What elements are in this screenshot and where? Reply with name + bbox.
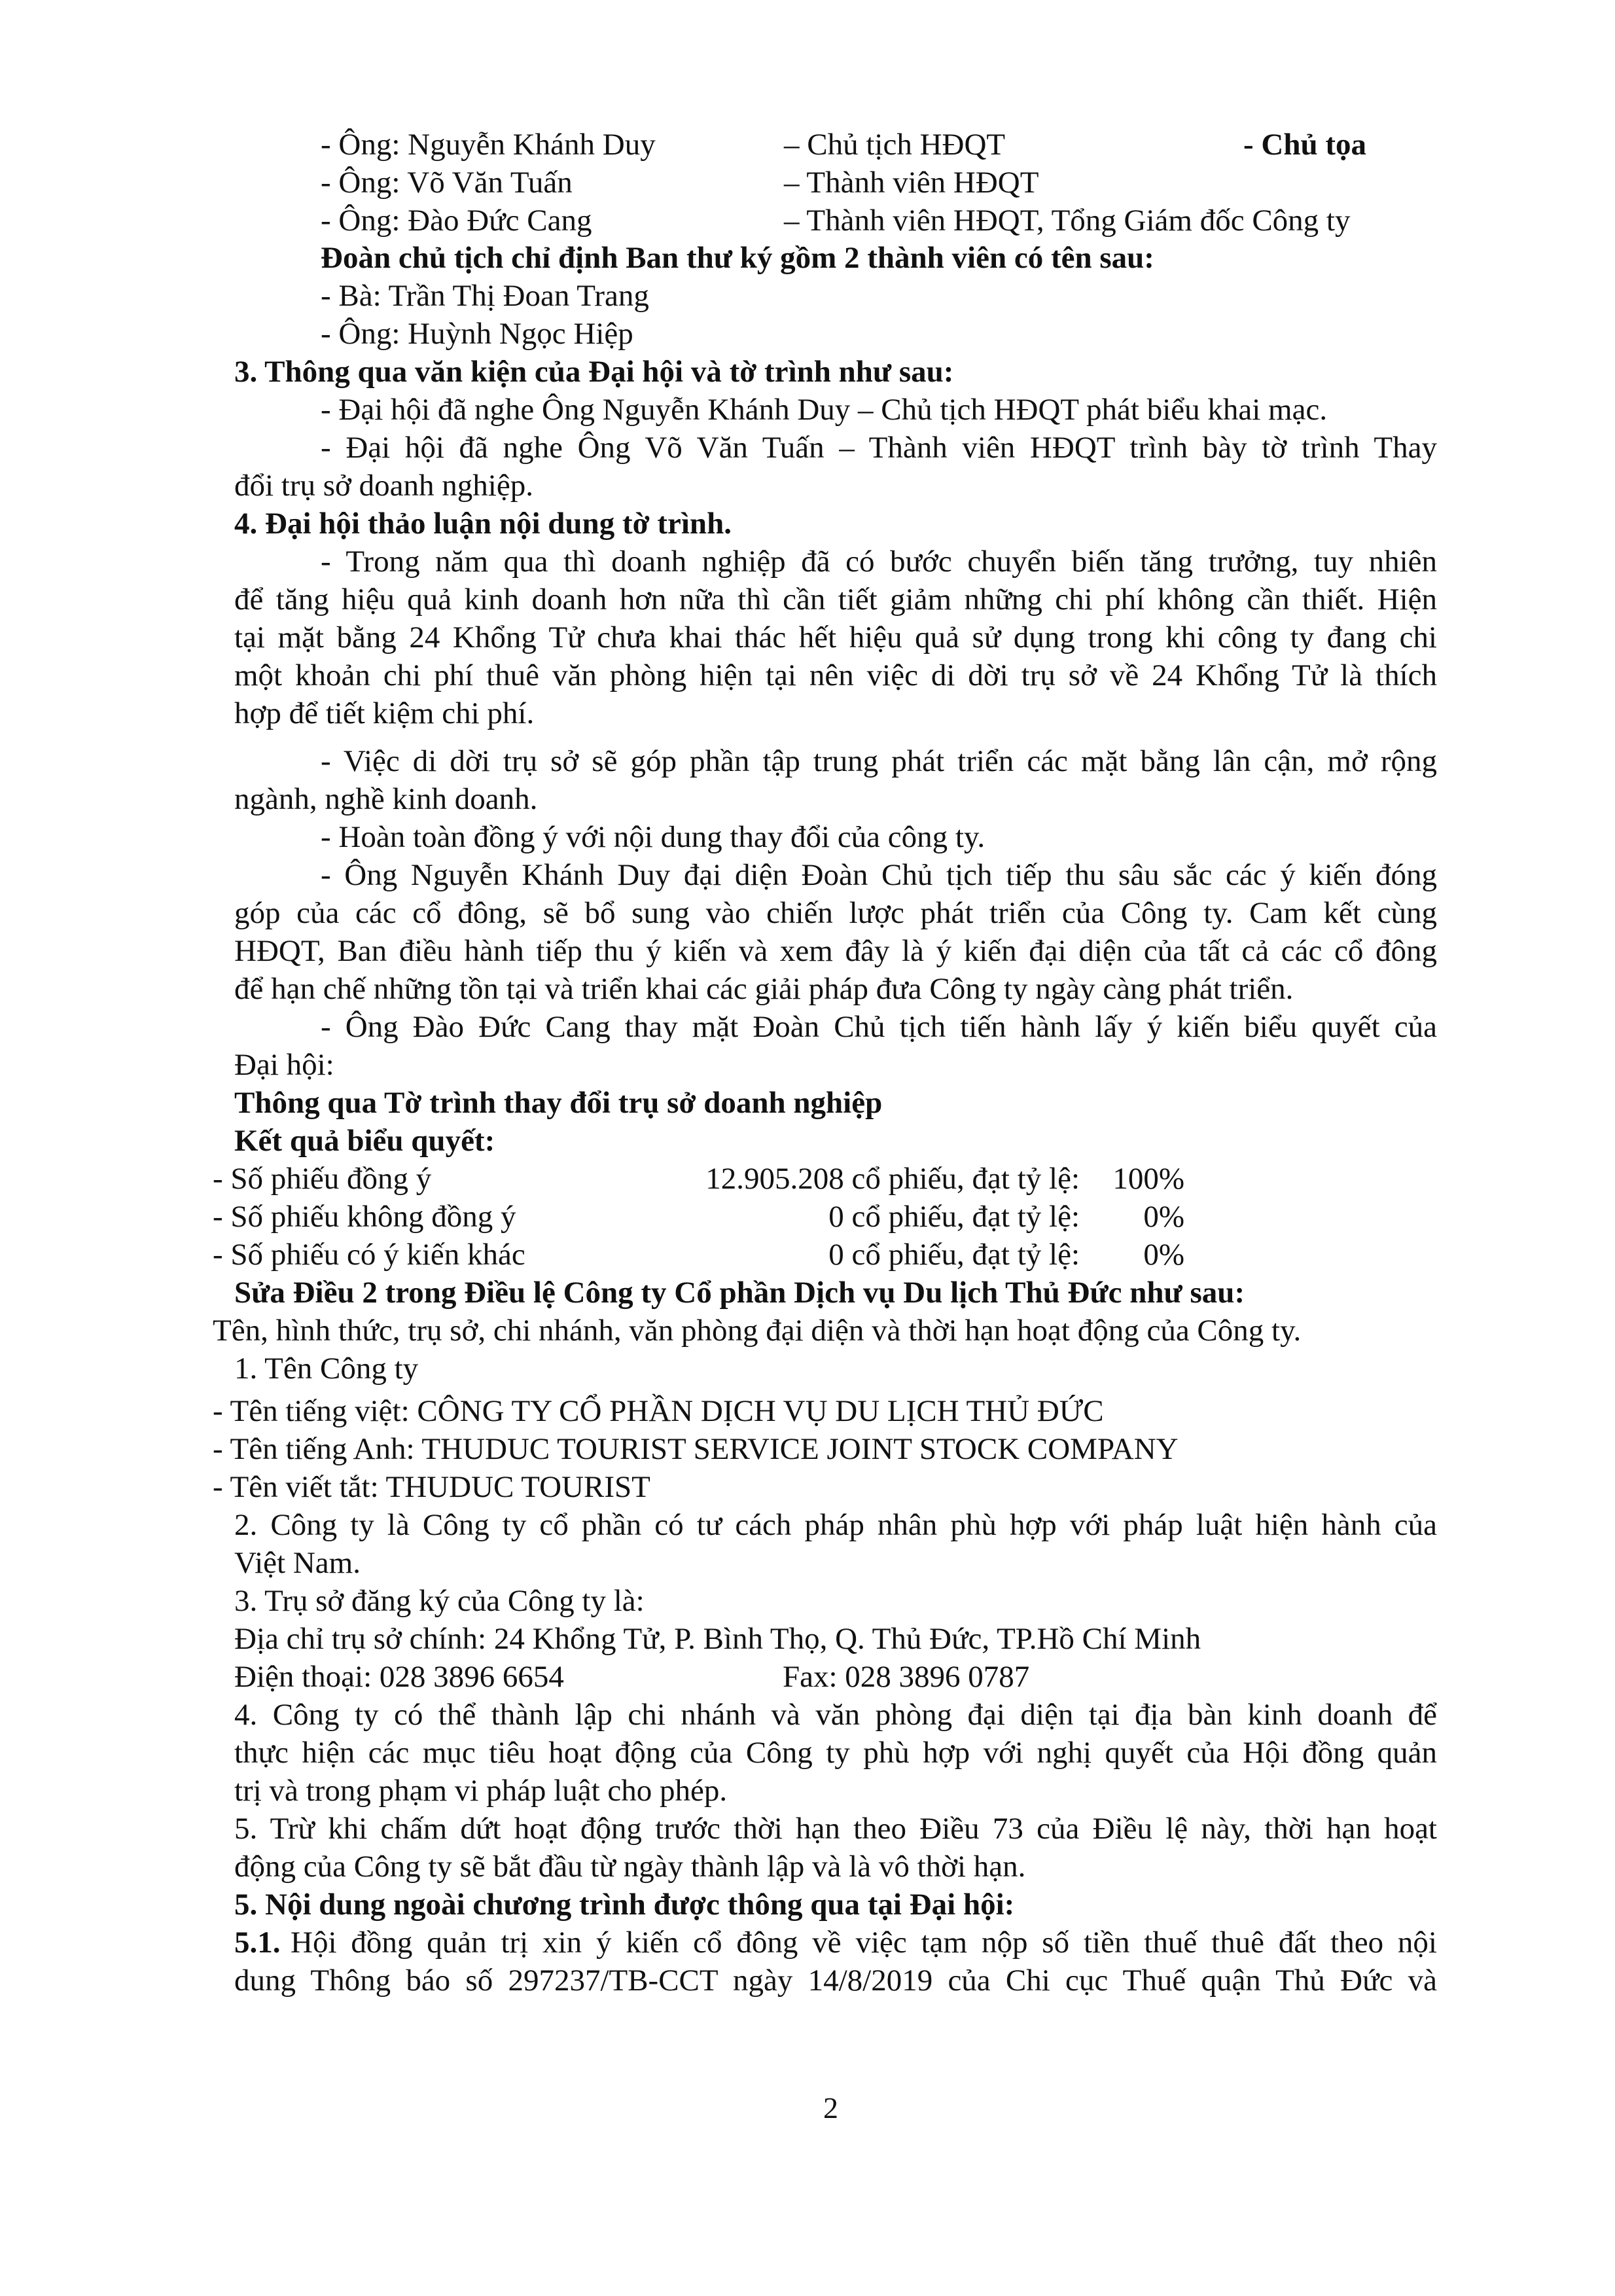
section-4-line: - Ông Đào Đức Cang thay mặt Đoàn Chủ tịch tiến hành lấy ý kiến biểu quyết của: [321, 1010, 1437, 1044]
article-2-line: động của Công ty sẽ bắt đầu từ ngày thành lập và là vô thời hạn.: [234, 1850, 1026, 1884]
presidium-name: - Ông: Đào Đức Cang: [321, 204, 592, 238]
phone-line: Điện thoại: 028 3896 6654: [234, 1660, 564, 1694]
section-4-line: để hạn chế những tồn tại và triển khai các giải pháp đưa Công ty ngày càng phát triển.: [234, 972, 1294, 1006]
presidium-role: – Chủ tịch HĐQT: [784, 128, 1006, 162]
vote-title: Thông qua Tờ trình thay đổi trụ sở doanh nghiệp: [234, 1086, 883, 1120]
vote-row-label: - Số phiếu có ý kiến khác: [213, 1238, 525, 1272]
article-2-line: Việt Nam.: [234, 1546, 361, 1580]
section-4-line: - Hoàn toàn đồng ý với nội dung thay đổi của công ty.: [321, 820, 985, 854]
section-5-1-label: 5.1.: [234, 1926, 281, 1960]
vote-row-shares: 12.905.208 cổ phiếu, đạt tỷ lệ:: [705, 1162, 1080, 1196]
section-4-line: để tăng hiệu quả kinh doanh hơn nữa thì cần tiết giảm những chi phí không cần thiết. Hiện: [234, 583, 1437, 617]
section-4-line: hợp để tiết kiệm chi phí.: [234, 696, 535, 730]
secretariat-member: - Bà: Trần Thị Đoan Trang: [321, 279, 649, 313]
fax-line: Fax: 028 3896 0787: [783, 1660, 1030, 1694]
vote-row-pct: 100%: [1112, 1162, 1184, 1196]
section-4-heading: 4. Đại hội thảo luận nội dung tờ trình.: [234, 507, 732, 541]
article-2-line: 1. Tên Công ty: [234, 1352, 419, 1386]
section-5-1-line: dung Thông báo số 297237/TB-CCT ngày 14/8/2019 của Chi cục Thuế quận Thủ Đức và: [234, 1964, 1437, 1998]
vote-row-shares: 0 cổ phiếu, đạt tỷ lệ:: [828, 1200, 1080, 1234]
section-4-line: ngành, nghề kinh doanh.: [234, 782, 538, 816]
article-2-line: thực hiện các mục tiêu hoạt động của Công ty phù hợp với nghị quyết của Hội đồng quản: [234, 1736, 1437, 1770]
presidium-role: – Thành viên HĐQT: [784, 166, 1039, 200]
section-5-1-line: Hội đồng quản trị xin ý kiến cổ đông về việc tạm nộp số tiền thuế thuê đất theo nội: [291, 1926, 1437, 1960]
vote-row-label: - Số phiếu đồng ý: [213, 1162, 432, 1196]
article-2-line: trị và trong phạm vi pháp luật cho phép.: [234, 1774, 728, 1808]
section-4-line: HĐQT, Ban điều hành tiếp thu ý kiến và xem đây là ý kiến đại diện của tất cả các cổ đông: [234, 934, 1437, 968]
article-2-line: 5. Trừ khi chấm dứt hoạt động trước thời hạn theo Điều 73 của Điều lệ này, thời hạn hoạt: [234, 1812, 1437, 1846]
section-4-line: Đại hội:: [234, 1048, 334, 1082]
article-2-line: - Tên viết tắt: THUDUC TOURIST: [213, 1470, 650, 1504]
article-2-line: Tên, hình thức, trụ sở, chi nhánh, văn phòng đại diện và thời hạn hoạt động của Công ty.: [213, 1314, 1302, 1348]
presidium-name: - Ông: Võ Văn Tuấn: [321, 166, 573, 200]
article-2-line: - Tên tiếng việt: CÔNG TY CỔ PHẦN DỊCH VỤ DU LỊCH THỦ ĐỨC: [213, 1394, 1104, 1428]
secretariat-member: - Ông: Huỳnh Ngọc Hiệp: [321, 317, 633, 351]
secretariat-heading: Đoàn chủ tịch chỉ định Ban thư ký gồm 2 thành viên có tên sau:: [321, 241, 1154, 275]
article-2-line: 4. Công ty có thể thành lập chi nhánh và văn phòng đại diện tại địa bàn kinh doanh để: [234, 1698, 1437, 1732]
article-2-line: - Tên tiếng Anh: THUDUC TOURIST SERVICE JOINT STOCK COMPANY: [213, 1432, 1179, 1466]
section-4-line: - Trong năm qua thì doanh nghiệp đã có bước chuyển biến tăng trưởng, tuy nhiên: [321, 545, 1437, 579]
section-3-line: đổi trụ sở doanh nghiệp.: [234, 469, 533, 503]
presidium-name: - Ông: Nguyễn Khánh Duy: [321, 128, 656, 162]
section-3-line: - Đại hội đã nghe Ông Nguyễn Khánh Duy – Chủ tịch HĐQT phát biểu khai mạc.: [321, 393, 1328, 427]
vote-row-shares: 0 cổ phiếu, đạt tỷ lệ:: [828, 1238, 1080, 1272]
section-4-line: - Việc di dời trụ sở sẽ góp phần tập trung phát triển các mặt bằng lân cận, mở rộng: [321, 744, 1437, 778]
vote-row-pct: 0%: [1143, 1200, 1184, 1234]
section-4-line: góp của các cổ đông, sẽ bổ sung vào chiến lược phát triển của Công ty. Cam kết cùng: [234, 896, 1437, 930]
vote-row-label: - Số phiếu không đồng ý: [213, 1200, 516, 1234]
vote-result-heading: Kết quả biểu quyết:: [234, 1124, 495, 1158]
section-4-line: - Ông Nguyễn Khánh Duy đại diện Đoàn Chủ tịch tiếp thu sâu sắc các ý kiến đóng: [321, 858, 1437, 892]
page-number: 2: [823, 2091, 838, 2125]
section-4-line: tại mặt bằng 24 Khổng Tử chưa khai thác hết hiệu quả sử dụng trong khi công ty đang chi: [234, 620, 1437, 655]
article-2-line: 2. Công ty là Công ty cổ phần có tư cách pháp nhân phù hợp với pháp luật hiện hành của: [234, 1508, 1437, 1542]
presidium-role: – Thành viên HĐQT, Tổng Giám đốc Công ty: [784, 204, 1351, 238]
section-3-heading: 3. Thông qua văn kiện của Đại hội và tờ trình như sau:: [234, 355, 954, 389]
section-5-heading: 5. Nội dung ngoài chương trình được thông qua tại Đại hội:: [234, 1888, 1015, 1922]
article-2-line: 3. Trụ sở đăng ký của Công ty là:: [234, 1584, 645, 1618]
section-3-line: - Đại hội đã nghe Ông Võ Văn Tuấn – Thành viên HĐQT trình bày tờ trình Thay: [321, 431, 1437, 465]
article-2-heading: Sửa Điều 2 trong Điều lệ Công ty Cổ phần Dịch vụ Du lịch Thủ Đức như sau:: [234, 1276, 1245, 1310]
presidium-note: - Chủ tọa: [1243, 128, 1367, 162]
article-2-line: Địa chỉ trụ sở chính: 24 Khổng Tử, P. Bình Thọ, Q. Thủ Đức, TP.Hồ Chí Minh: [234, 1622, 1201, 1656]
vote-row-pct: 0%: [1143, 1238, 1184, 1272]
section-4-line: một khoản chi phí thuê văn phòng hiện tại nên việc di dời trụ sở về 24 Khổng Tử là thích: [234, 658, 1437, 692]
